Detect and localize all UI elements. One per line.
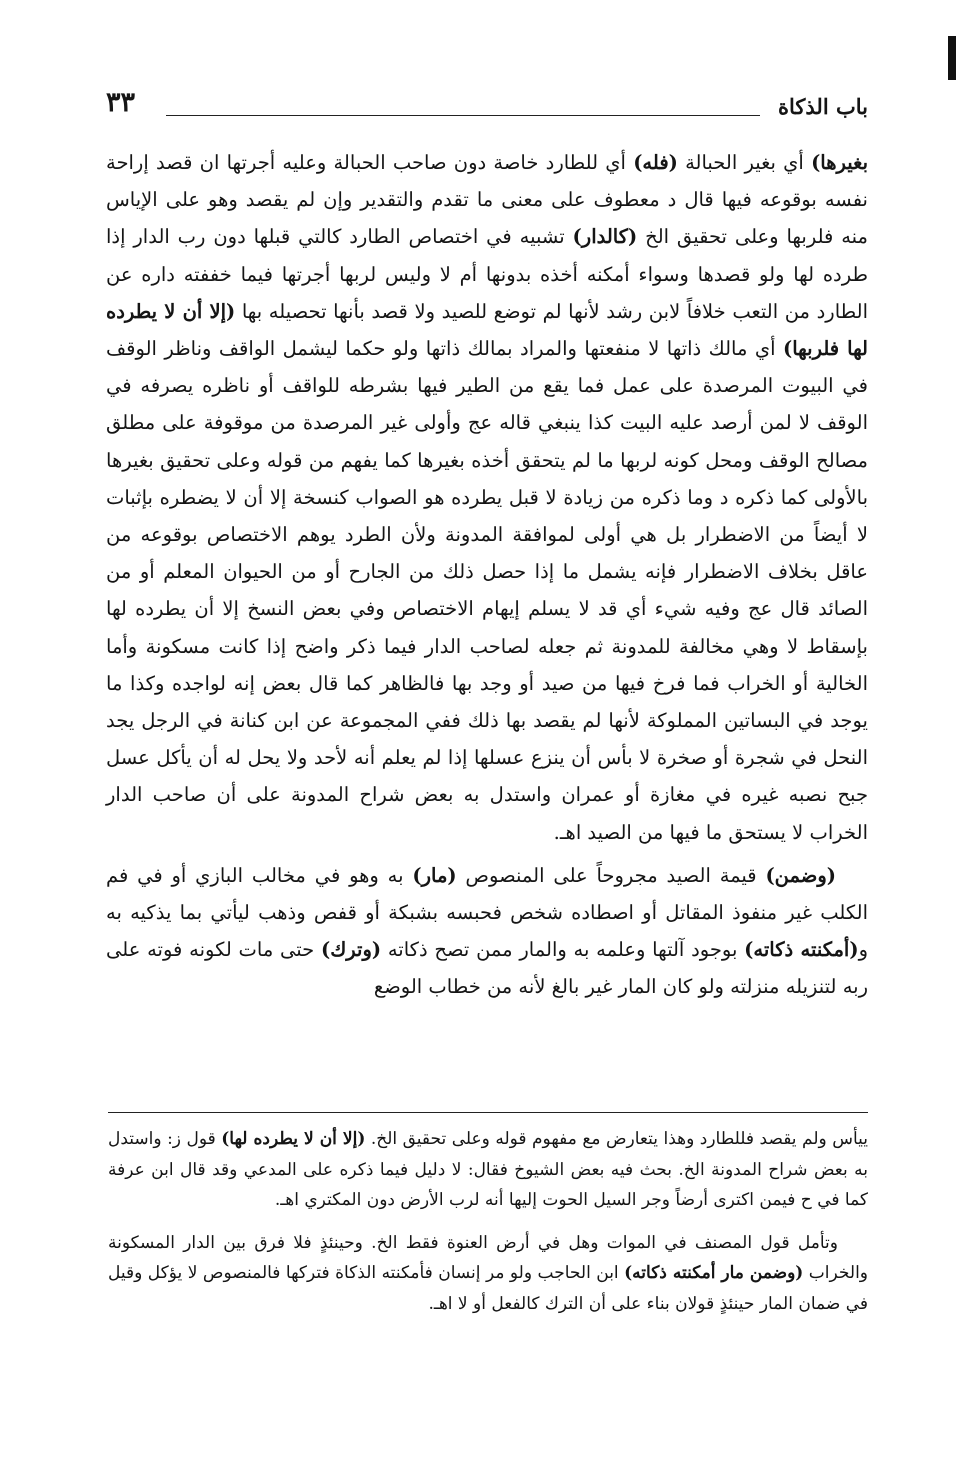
bold-term: (كالدار) bbox=[572, 225, 638, 249]
text-run: تشبيه في اختصاص الطارد كالتي قبلها دون رب الدار إذا طرده لها ولو قصدها وسواء أمكنه أخذه بدونها أم لا وليس لربها أجرتها فيما خففته داره عن الطارد من التعب خلافاً لابن رشد لأنها لم توضع للصيد ولا قصد بأنها تحصيله بها bbox=[106, 225, 868, 323]
footnote-paragraph bbox=[108, 1124, 868, 1216]
page-header bbox=[106, 84, 868, 124]
text-run: به وهو في مخالب البازي أو في فم الكلب غير منفوذ المقاتل أو اصطاده شخص فحبسه بشبكة أو قفص وذهب ليأتي بما يذكيه به و bbox=[106, 863, 868, 962]
bold-term: (وضمن مار أمكنته ذكاته) bbox=[624, 1263, 804, 1283]
main-text bbox=[106, 144, 868, 1006]
bold-term: (وضمن) bbox=[765, 863, 836, 887]
footnote-separator bbox=[108, 1112, 868, 1113]
text-run: حتى مات لكونه فوته على ربه لتنزيله منزلته ولو كان المار غير بالغ لأنه من خطاب الوضع bbox=[106, 938, 868, 999]
text-run: أي بغير الحبالة bbox=[677, 151, 812, 174]
page-number: ٣٣ bbox=[106, 87, 136, 118]
bold-term: (إلا أن لا يطرده لها) bbox=[221, 1129, 366, 1149]
text-run: بوجود آلتها وعلمه به والمار ممن تصح ذكاته bbox=[381, 938, 745, 962]
text-run: ابن الحاجب ولو مر إنسان فأمكنته الذكاة فتركها فالمنصوص لا يؤكل وقيل في ضمان المار حينئذٍ قولان بناء على أن الترك كالفعل أو لا اهـ. bbox=[108, 1263, 868, 1314]
bold-term: (إلا أن لا يطرده لها فلربها) bbox=[106, 299, 868, 361]
header-rule bbox=[166, 115, 760, 116]
footnote-paragraph bbox=[108, 1228, 868, 1320]
bold-term: (أمكنته ذكاته) bbox=[744, 938, 859, 962]
text-run: وتأمل قول المصنف في الموات وهل في أرض العنوة فقط الخ. وحينئذٍ فلا فرق بين الدار المسكونة والخراب bbox=[108, 1232, 868, 1283]
text-run: أي للطارد خاصة دون صاحب الحبالة وعليه أجرتها ان قصد إراحة نفسه بوقوعه فيها قال د معطوف على معنى ما تقدم والتقدير وإن لم يقصد وهو على الإياس منه فلربها وعلى تحقيق الخ bbox=[106, 151, 869, 249]
text-run: ييأس ولم يقصد فللطارد وهذا يتعارض مع مفهوم قوله وعلى تحقيق الخ. bbox=[365, 1129, 868, 1149]
bold-term: بغيرها) bbox=[811, 151, 868, 174]
text-run: أي مالك ذاتها لا منفعتها والمراد بمالك ذاتها ولو حكما ليشمل الواقف وناظر الوقف في البيوت المرصدة على عمل فما يقع من الطير فيها بشرطه للواقف أو ناظره يصرفه في الوقف لا لمن أرصد عليه البيت كذا ينبغي قاله عج وأولى غير المرصدة من موقوفة على مطلق مصالح الوقف ومحل كونه لربها ما لم يتحقق أخذه بغيرها كما يفهم من قوله وعلى تحقيق بغيرها بالأولى كما ذكره د وما ذكره من زيادة لا قبل يطرده هو الصواب كنسخة إلا أن لا يضطره بإثبات لا أيضاً من الاضطرار بل هي أولى لموافقة المدونة ولأن الطرد يوهم الاختصاص بوقوعه من عاقل بخلاف الاضطرار فإنه يشمل ما إذا حصل ذلك من الجارح أو من الحيوان المعلم أو من الصائد قال عج وفيه شيء أي قد لا يسلم إيهام الاختصاص وفي بعض النسخ إلا أن يطرده لها بإسقاط لا وهي مخالفة للمدونة ثم جعله لصاحب الدار فيما ذكر واضح إذا كانت مسكونة وأما الخالية أو الخراب فما فرخ فيها من صيد أو وجد بها فالظاهر كما قال بعض إنه لواجده وكذا ما يوجد في البساتين المملوكة لأنها لم يقصد بها ذلك ففي المجموعة عن ابن كنانة في الرجل يجد النحل في شجرة أو صخرة لا بأس أن ينزع عسلها إذا لم يعلم أنه لأحد ولا يحل له أن يأكل عسل جبح نصبه غيره في مغازة أو عمران واستدل به بعض شراح المدونة على أن صاحب الدار الخراب لا يستحق ما فيها من الصيد اهـ. bbox=[106, 337, 868, 844]
body-paragraph bbox=[106, 857, 868, 1006]
bold-term: (وترك) bbox=[320, 938, 382, 962]
scan-edge-mark bbox=[948, 36, 956, 80]
text-run: قيمة الصيد مجروحاً على المنصوص bbox=[456, 863, 766, 887]
text-run: قول ز: واستدل به بعض شراح المدونة الخ. بحث فيه بعض الشيوخ فقال: لا دليل فيما ذكره على المدعي وقد قال ابن عرفة كما في ح فيمن اكترى أرضاً وجر السيل الحوت إليها أنه لرب الأرض دون المكتري اهـ. bbox=[108, 1129, 868, 1210]
footnotes bbox=[108, 1124, 868, 1319]
bold-term: (فله) bbox=[633, 151, 678, 174]
body-paragraph bbox=[106, 144, 868, 851]
chapter-title: باب الذكاة bbox=[778, 94, 868, 119]
bold-term: (مار) bbox=[412, 863, 457, 887]
